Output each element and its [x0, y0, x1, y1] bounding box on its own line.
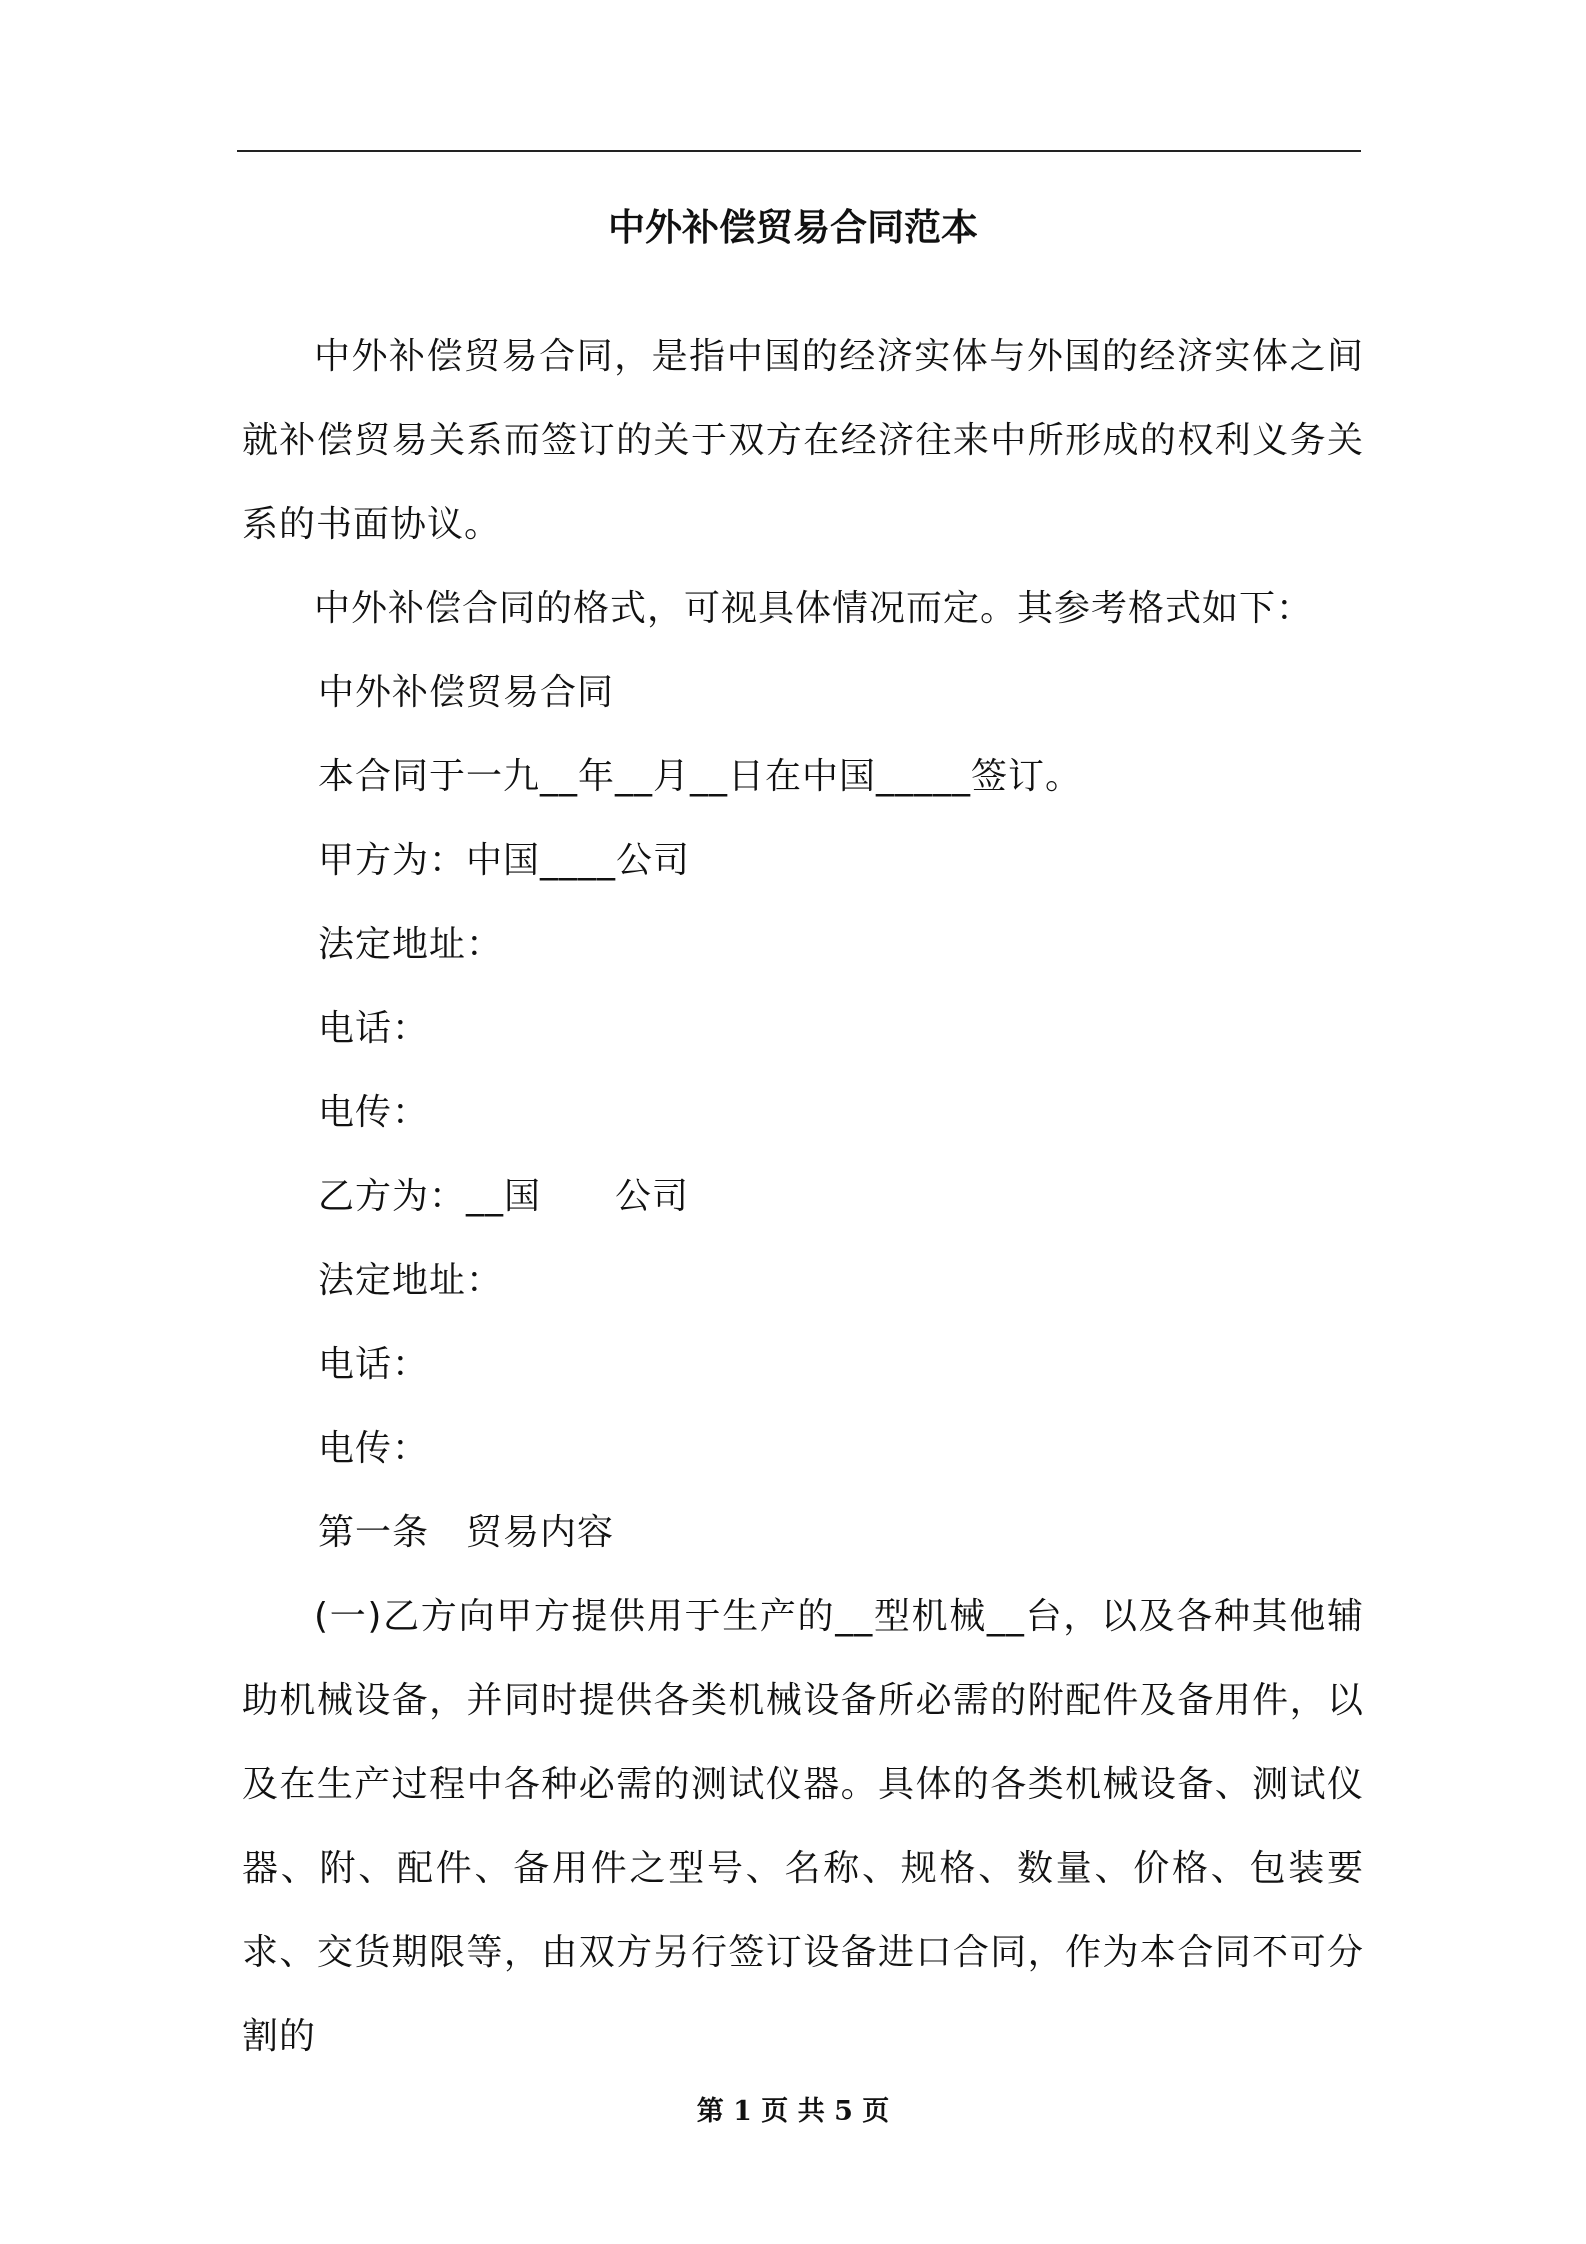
party-a-address: 法定地址： [318, 924, 504, 965]
intro-paragraph: 中外补偿贸易合同，是指中国的经济实体与外国的经济实体之间就补偿贸易关系而签订的关于双方在经济往来中所形成的权利义务关系的书面协议。 [242, 336, 1364, 545]
article-one-heading: 第一条 贸易内容 [318, 1512, 615, 1553]
document-title: 中外补偿贸易合同范本 [608, 206, 978, 249]
contract-heading: 中外补偿贸易合同 [318, 672, 615, 713]
document-body [242, 315, 1364, 2079]
article-one-clause-1: (一)乙方向甲方提供用于生产的__型机械__台，以及各种其他辅助机械设备，并同时提供各类机械设备所必需的附配件及备用件，以及在生产过程中各种必需的测试仪器。具体的各类机械设备、测试仪器、附、配件、备用件之型号、名称、规格、数量、价格、包装要求、交货期限等，由双方另行签订设备进口合同，作为本合同不可分割的 [242, 1596, 1364, 2057]
header-rule [237, 150, 1361, 152]
party-a-line: 甲方为：中国____公司 [318, 840, 691, 881]
party-a-phone: 电话： [318, 1008, 430, 1049]
page-number-footer: 第 1 页 共 5 页 [696, 2096, 890, 2127]
party-a-telex: 电传： [318, 1092, 430, 1133]
format-note-paragraph: 中外补偿合同的格式，可视具体情况而定。其参考格式如下： [314, 588, 1314, 629]
party-b-telex: 电传： [318, 1428, 430, 1469]
party-b-phone: 电话： [318, 1344, 430, 1385]
signing-date-line: 本合同于一九__年__月__日在中国_____签订。 [318, 756, 1083, 797]
party-b-line: 乙方为：__国 公司 [318, 1176, 690, 1217]
party-b-address: 法定地址： [318, 1260, 504, 1301]
